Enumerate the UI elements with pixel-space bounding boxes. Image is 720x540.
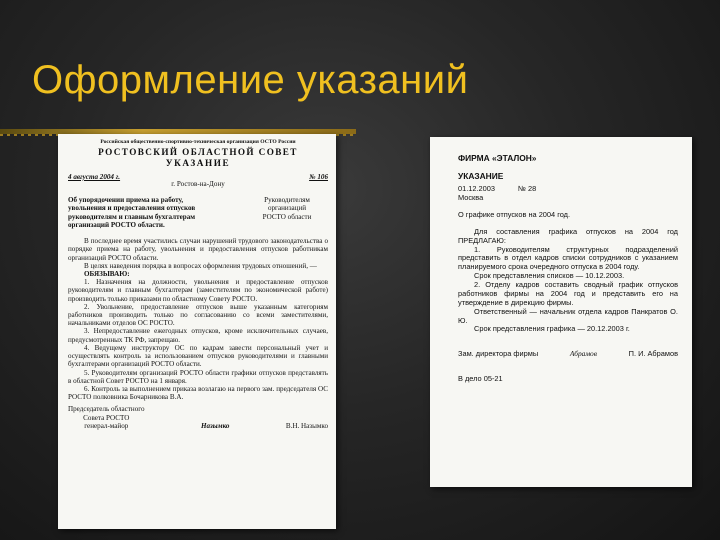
left-addressee: Руководителям организаций РОСТО области: [262, 196, 312, 221]
document-right: [430, 137, 692, 487]
left-header-small: Российская общественно-спортивно-техническая организация ОСТО России: [100, 139, 296, 145]
right-term-1: Срок представления списков — 10.12.2003.: [474, 271, 625, 281]
right-signer-name: П. И. Абрамов: [628, 349, 678, 359]
right-signature: Абрамов: [569, 349, 597, 359]
right-date-row: [458, 185, 678, 194]
left-subject: Об упорядочении приема на работу, увольнения и предоставления отпусков руководителям и главным бухгалтерам организаций РОСТО области.: [68, 196, 196, 229]
left-item-6: 6. Контроль за выполнением приказа возлагаю на первого зам. председателя ОС РОСТО полковника Бочарникова В.А.: [68, 385, 328, 402]
left-item-5: 5. Руководителям организаций РОСТО области графики отпусков представлять в областной Совет РОСТО на 1 января.: [68, 368, 328, 385]
right-item-1: 1. Руководителям структурных подразделений представить в отдел кадров списки сотрудников с указанием планируемого срока очередного отпуска в 2004 году.: [458, 244, 678, 272]
right-item-2: 2. Отделу кадров составить сводный график отпусков работников фирмы на 2004 год и представить его на утверждение в дирекцию фирмы.: [458, 280, 678, 307]
left-item-4: 4. Ведущему инструктору ОС по кадрам завести персональный учет и осуществлять контроль за использованием отпусков руководителями и главными бухгалтерами организаций РОСТО области.: [68, 343, 328, 369]
right-term-2: Срок представления графика — 20.12.2003 г.: [474, 324, 630, 334]
left-item-3: 3. Непредоставление ежегодных отпусков, кроме исключительных случаев, предусмотренных ТК РФ, запрещаю.: [68, 327, 328, 344]
right-file-note: В дело 05-21: [458, 374, 503, 384]
left-item-2: 2. Увольнение, предоставление отпусков выше указанным категориям работников производить только по согласованию со всеми заместителями, начальниками отделов ОС РОСТО.: [68, 302, 328, 328]
right-number: № 28: [518, 184, 537, 194]
left-city: г. Ростов-на-Дону: [171, 179, 225, 188]
right-subject: О графике отпусков на 2004 год.: [458, 209, 571, 219]
slide-title: Оформление указаний: [32, 58, 469, 102]
right-city: Москва: [458, 193, 484, 203]
left-subject-row: [68, 196, 328, 229]
right-firm: ФИРМА «ЭТАЛОН»: [458, 153, 537, 163]
right-signer-title: Зам. директора фирмы: [458, 349, 539, 359]
left-number: № 106: [309, 172, 328, 181]
right-doc-type: УКАЗАНИЕ: [458, 171, 504, 182]
right-date: 01.12.2003: [458, 184, 495, 194]
right-signature-block: [458, 350, 678, 359]
left-obligate: ОБЯЗЫВАЮ:: [84, 269, 130, 278]
left-signer-title: Председатель областного Совета РОСТО генерал-майор: [68, 405, 145, 430]
right-intro: Для составления графика отпусков на 2004 год ПРЕДЛАГАЮ:: [458, 226, 678, 245]
left-org-name: РОСТОВСКИЙ ОБЛАСТНОЙ СОВЕТ: [98, 147, 298, 158]
left-item-1: 1. Назначения на должности, увольнения и предоставление отпусков руководителям и главным бухгалтерам (заместителям по экономической работе) производить только приказами по областному Совету РОСТО.: [68, 278, 328, 303]
left-para-1: В последнее время участились случаи нарушений трудового законодательства о порядке приема на работу, увольнения и предоставления отпусков работникам организаций РОСТО области.: [68, 237, 328, 262]
left-signature: Назымко: [200, 421, 230, 430]
left-para-2: В целях наведения порядка в вопросах оформления трудовых отношений, —: [84, 261, 317, 270]
left-date: 4 августа 2004 г.: [68, 172, 121, 181]
left-signer-name: В.Н. Назымко: [285, 421, 328, 430]
right-responsible: Ответственный — начальник отдела кадров Панкратов О. Ю.: [458, 306, 678, 325]
left-signature-block: [68, 405, 328, 430]
document-left: [58, 134, 336, 529]
left-doc-type: УКАЗАНИЕ: [165, 158, 231, 169]
